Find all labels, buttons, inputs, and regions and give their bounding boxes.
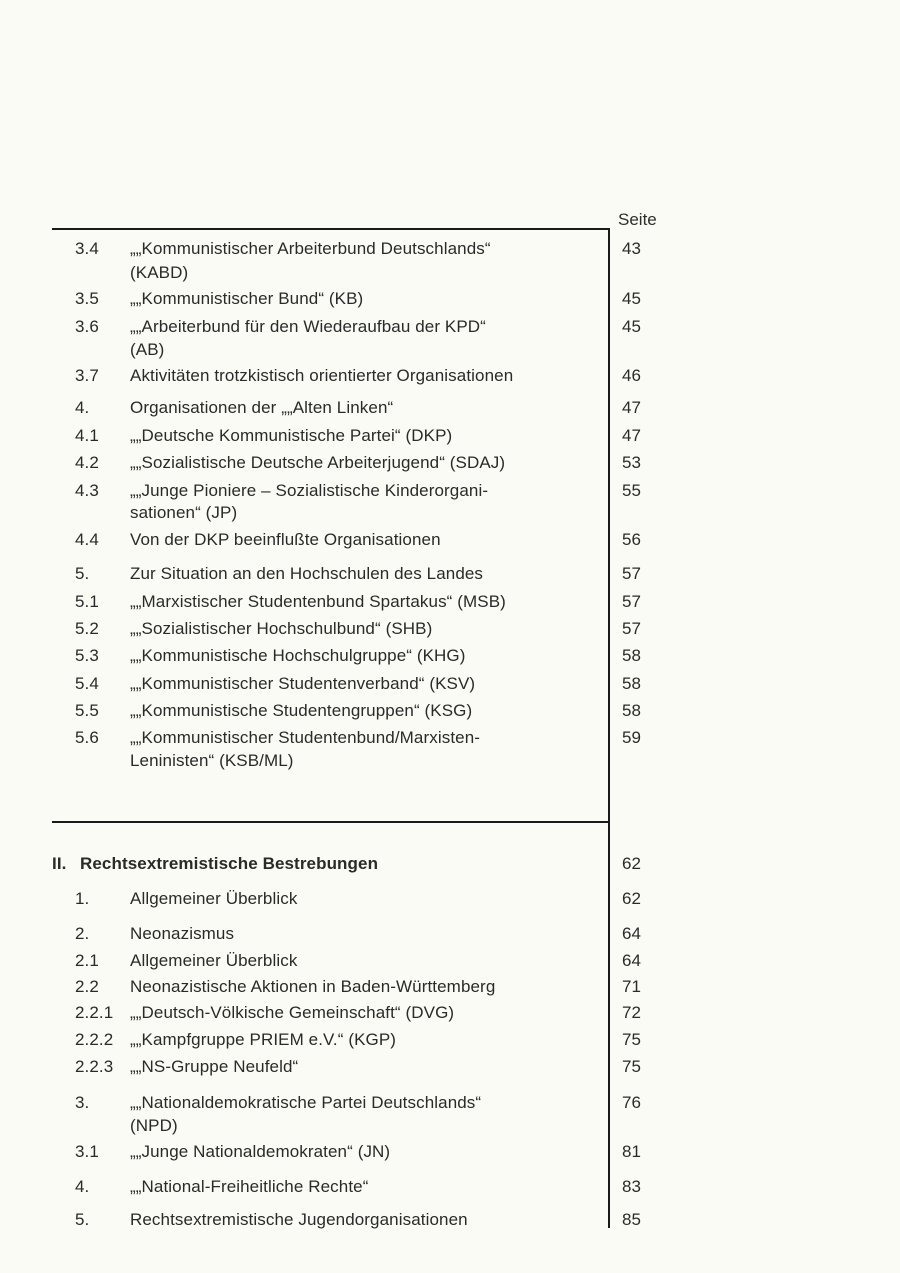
toc-title: Rechtsextremistische Jugendorganisationen (130, 1210, 468, 1229)
toc-title: „„Kampfgruppe PRIEM e.V.“ (KGP) (130, 1030, 397, 1049)
toc-title: „„NS-Gruppe Neufeld“ (130, 1057, 299, 1076)
toc-title: „„Kommunistischer Studentenverband“ (KSV) (130, 674, 476, 693)
toc-number: 5.5 (75, 701, 99, 720)
section-divider-rule (52, 821, 610, 823)
toc-number: 3. (75, 1093, 90, 1112)
toc-number: 5.1 (75, 592, 99, 611)
toc-title: „„Junge Pioniere – Sozialistische Kinderorgani- (130, 481, 489, 500)
toc-page: 47 (622, 426, 642, 445)
toc-page: 81 (622, 1142, 642, 1161)
toc-page: 57 (622, 564, 642, 583)
toc-number: 3.4 (75, 239, 99, 258)
toc-page: 47 (622, 398, 642, 417)
toc-title: „„Junge Nationaldemokraten“ (JN) (130, 1142, 391, 1161)
toc-page: 62 (622, 889, 642, 908)
toc-page: 55 (622, 481, 642, 500)
toc-number: 5.6 (75, 728, 99, 747)
toc-page: 71 (622, 977, 642, 996)
seite-label: Seite (618, 210, 657, 229)
toc-page: 58 (622, 646, 642, 665)
toc-page: 72 (622, 1003, 642, 1022)
toc-page: 83 (622, 1177, 642, 1196)
toc-number: 3.6 (75, 317, 99, 336)
toc-title-continuation: sationen“ (JP) (130, 503, 238, 522)
toc-number: 2. (75, 924, 90, 943)
toc-title: Zur Situation an den Hochschulen des Landes (130, 564, 484, 583)
toc-number: 3.7 (75, 366, 99, 385)
toc-page: 59 (622, 728, 642, 747)
toc-number: 5.2 (75, 619, 99, 638)
toc-number: 2.2.3 (75, 1057, 114, 1076)
toc-title: „„Kommunistischer Bund“ (KB) (130, 289, 364, 308)
toc-number: 5.3 (75, 646, 99, 665)
toc-page: 57 (622, 619, 642, 638)
toc-page: 64 (622, 951, 642, 970)
toc-page: 85 (622, 1210, 642, 1229)
toc-page: 75 (622, 1057, 642, 1076)
toc-number: 2.2.2 (75, 1030, 114, 1049)
toc-number: 3.1 (75, 1142, 99, 1161)
toc-title-continuation: (AB) (130, 340, 165, 359)
toc-title-continuation: (KABD) (130, 263, 189, 282)
toc-title: „„Sozialistische Deutsche Arbeiterjugend“ (SDAJ) (130, 453, 506, 472)
page-column-rule (608, 228, 610, 1228)
toc-page: 64 (622, 924, 642, 943)
toc-number: 2.2.1 (75, 1003, 114, 1022)
toc-title: „„Arbeiterbund für den Wiederaufbau der KPD“ (130, 317, 486, 336)
toc-number: 5. (75, 1210, 90, 1229)
toc-page: 45 (622, 289, 642, 308)
toc-title: Allgemeiner Überblick (130, 951, 298, 970)
toc-number: 5.4 (75, 674, 99, 693)
toc-title: Von der DKP beeinflußte Organisationen (130, 530, 441, 549)
toc-number: 1. (75, 889, 90, 908)
toc-title: „„Sozialistischer Hochschulbund“ (SHB) (130, 619, 433, 638)
toc-number: 3.5 (75, 289, 99, 308)
toc-title: „„Kommunistische Hochschulgruppe“ (KHG) (130, 646, 466, 665)
toc-title: „„Kommunistischer Arbeiterbund Deutschlands“ (130, 239, 491, 258)
toc-page: 57 (622, 592, 642, 611)
toc-title-continuation: (NPD) (130, 1116, 178, 1135)
toc-page: 43 (622, 239, 642, 258)
toc-title: „„Kommunistischer Studentenbund/Marxisten- (130, 728, 481, 747)
toc-title: Allgemeiner Überblick (130, 889, 298, 908)
toc-page: 46 (622, 366, 642, 385)
toc-title-continuation: Leninisten“ (KSB/ML) (130, 751, 294, 770)
toc-title: „„Kommunistische Studentengruppen“ (KSG) (130, 701, 473, 720)
toc-number: 4. (75, 398, 90, 417)
toc-title: „„Deutsch-Völkische Gemeinschaft“ (DVG) (130, 1003, 455, 1022)
toc-number: 5. (75, 564, 90, 583)
toc-title: Aktivitäten trotzkistisch orientierter Organisationen (130, 366, 514, 385)
toc-title: „„Deutsche Kommunistische Partei“ (DKP) (130, 426, 453, 445)
toc-page: 75 (622, 1030, 642, 1049)
toc-heading-page: 62 (622, 854, 642, 873)
toc-title: Neonazismus (130, 924, 235, 943)
toc-page: 58 (622, 701, 642, 720)
toc-title: Neonazistische Aktionen in Baden-Württemberg (130, 977, 496, 996)
toc-page: 76 (622, 1093, 642, 1112)
toc-number: 4.3 (75, 481, 99, 500)
top-rule (52, 228, 610, 230)
toc-page: 58 (622, 674, 642, 693)
toc-title: „„Marxistischer Studentenbund Spartakus“ (MSB) (130, 592, 506, 611)
toc-number: 4.2 (75, 453, 99, 472)
toc-number: 4.4 (75, 530, 99, 549)
toc-heading-number: II. (52, 854, 67, 873)
toc-heading-title: Rechtsextremistische Bestrebungen (80, 854, 379, 873)
toc-page: 56 (622, 530, 642, 549)
toc-title: Organisationen der „„Alten Linken“ (130, 398, 394, 417)
toc-number: 2.1 (75, 951, 99, 970)
toc-page: 53 (622, 453, 642, 472)
toc-page: 45 (622, 317, 642, 336)
toc-title: „„Nationaldemokratische Partei Deutschlands“ (130, 1093, 482, 1112)
toc-number: 2.2 (75, 977, 99, 996)
toc-title: „„National-Freiheitliche Rechte“ (130, 1177, 369, 1196)
toc-number: 4.1 (75, 426, 99, 445)
toc-number: 4. (75, 1177, 90, 1196)
